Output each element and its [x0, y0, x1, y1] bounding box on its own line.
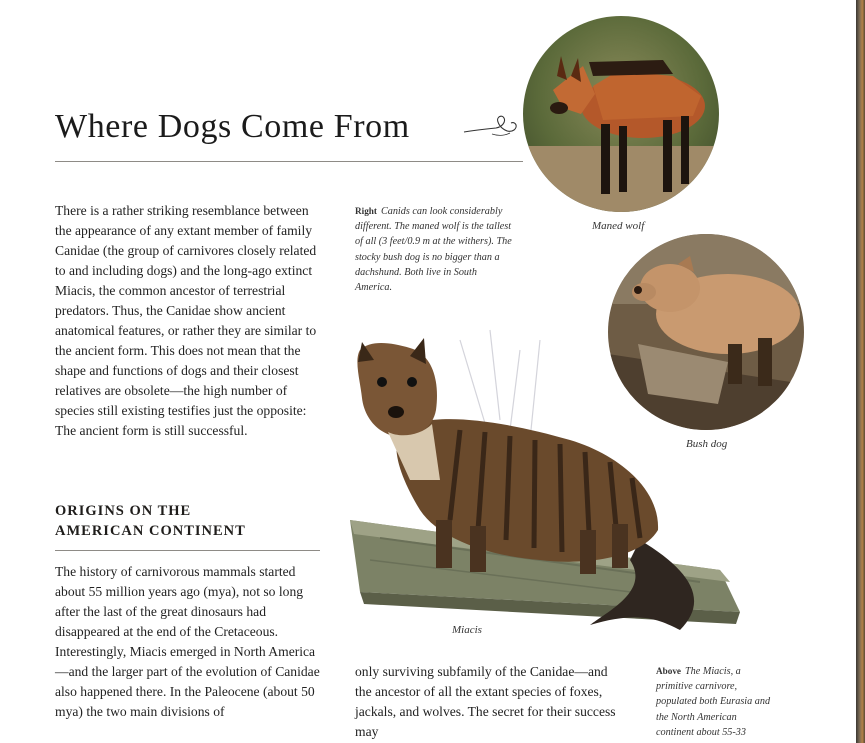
page-title: Where Dogs Come From: [55, 108, 410, 145]
above-caption: [656, 664, 774, 740]
intro-paragraph-text: There is a rather striking resemblance between the appearance of any extant member of family Canidae (the group of carnivores closely related to and including dogs) and the long-ago extinct Miacis, the common ancestor of terrestrial predators. Thus, the Canidae show ancient anatomical features, or rather they are similar to the ancient form. This does not mean that the shape and functions of dogs and their closest relatives are obsolete—the high number of species still existing testifies just the opposite: The ancient form is still successful.: [55, 203, 317, 438]
section-heading-line-1: ORIGINS ON THE: [55, 503, 192, 519]
miacis-label: Miacis: [452, 624, 482, 636]
miacis-illustration: [340, 320, 760, 640]
miacis-drawing: [340, 320, 760, 640]
maned-wolf-illustration: [523, 16, 719, 212]
right-caption-text: Canids can look considerably different. The maned wolf is the tallest of all (3 feet/0.9 m at the withers). The stocky bush dog is no bigger than a dachshund. Both live in South America.: [355, 206, 512, 294]
section-heading: [55, 501, 246, 541]
title-rule: [55, 161, 523, 162]
middle-paragraph: [355, 662, 623, 742]
right-caption: [355, 204, 515, 295]
maned-wolf-photo: [523, 16, 719, 212]
right-caption-lead: Right: [355, 206, 377, 216]
section-heading-line-2: AMERICAN CONTINENT: [55, 523, 246, 539]
book-spine-edge: [856, 0, 865, 743]
maned-wolf-label: Maned wolf: [592, 220, 645, 232]
above-caption-lead: Above: [656, 666, 682, 676]
section-rule: [55, 550, 320, 551]
section-paragraph-text: The history of carnivorous mammals started about 55 million years ago (mya), not so long after the last of the great dinosaurs had disappeared at the end of the Cretaceous. Interestingly, Miacis emerged in North America—and the larger part of the evolution of Canidae also happened there. In the Paleocene (about 50 mya) the two main divisions of: [55, 564, 320, 719]
middle-paragraph-text: only surviving subfamily of the Canidae—and the ancestor of all the extant species of foxes, jackals, and wolves. The secret for their success may: [355, 664, 616, 739]
bush-dog-label: Bush dog: [686, 438, 728, 450]
section-paragraph: [55, 562, 327, 722]
above-caption-text: The Miacis, a primitive carnivore, populated both Eurasia and the North American continent about 55-33: [656, 666, 771, 738]
intro-paragraph: [55, 201, 327, 441]
title-flourish-ornament: [462, 112, 522, 144]
